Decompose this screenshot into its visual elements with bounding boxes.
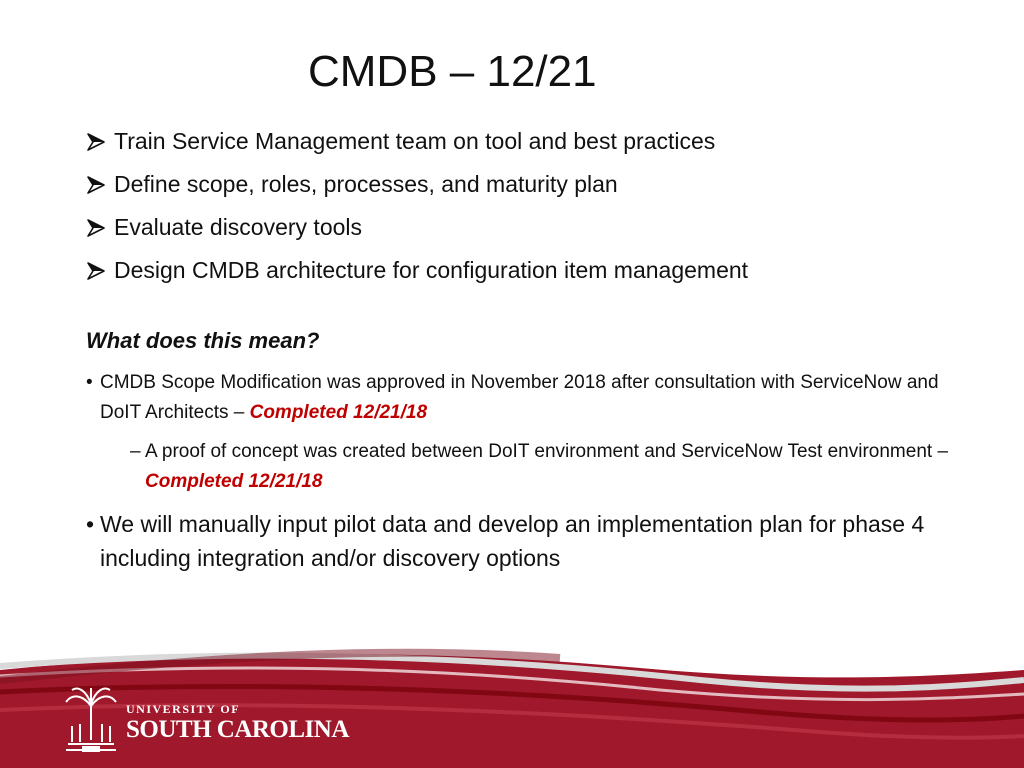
goal-item [86,206,986,249]
goal-text: Define scope, roles, processes, and maturity plan [114,171,618,197]
bullet-text: CMDB Scope Modification was approved in November 2018 after consultation with ServiceNow and DoIT Architects – [100,372,939,423]
bullet-dot: • [86,372,93,393]
goal-text: Design CMDB architecture for configuration item management [114,257,749,283]
slide-title: CMDB – 12/21 [308,47,597,96]
sub-bullet-dash: – [130,441,141,462]
wordmark-bottom: SOUTH CAROLINA [126,716,349,743]
bullet-text: We will manually input pilot data and develop an implementation plan for phase 4 including integration and/or discovery options [100,511,925,571]
university-wordmark [126,702,349,744]
sub-bullet-proof-of-concept [130,437,960,497]
arrow-bullet-icon [86,175,110,195]
wordmark-top: UNIVERSITY OF [126,702,241,716]
goals-list [86,120,986,292]
sub-bullet-text: A proof of concept was created between DoIT environment and ServiceNow Test environment – [145,441,949,462]
bullet-dot: • [86,511,95,537]
goal-item [86,249,986,292]
status-completed: Completed 12/21/18 [145,471,323,492]
goal-text: Evaluate discovery tools [114,214,363,240]
bullet-pilot-data [86,507,986,575]
status-completed: Completed 12/21/18 [249,402,428,423]
goal-text: Train Service Management team on tool and best practices [114,128,716,154]
bullet-scope-modification [86,368,946,428]
goal-item [86,163,986,206]
section-subheading: What does this mean? [86,328,320,353]
arrow-bullet-icon [86,132,110,152]
arrow-bullet-icon [86,218,110,238]
arrow-bullet-icon [86,261,110,281]
goal-item [86,120,986,163]
palmetto-logo-icon [60,684,122,756]
